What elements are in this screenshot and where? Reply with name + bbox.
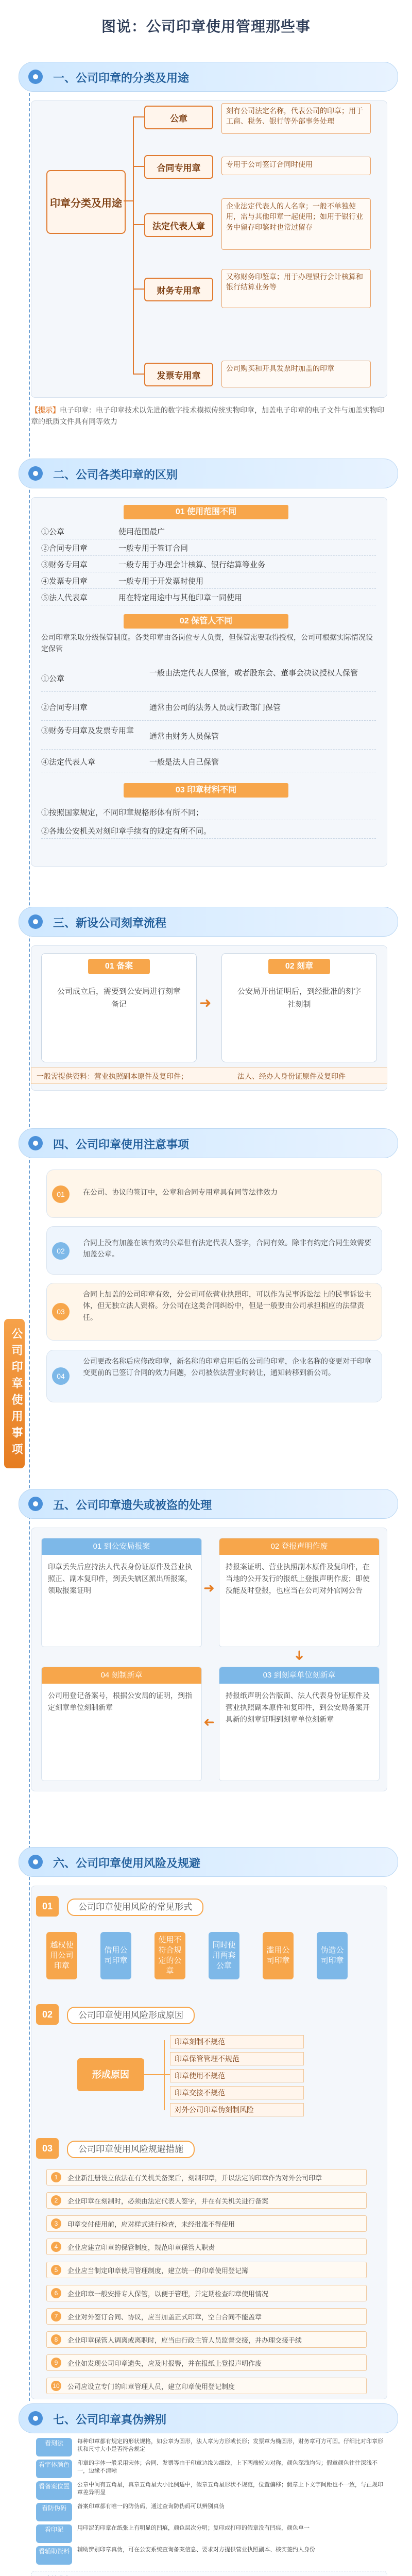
authenticity-text: 辅助辨别印章真伪，可在公安系统查询备案信息、要求对方提供营业执照副本、核实签约人身份: [77, 2547, 315, 2553]
authenticity-row: [36, 2545, 386, 2567]
measure-number: 10: [51, 2381, 61, 2391]
policy-basis-box: [31, 2571, 387, 2576]
seal-type-label: 合同专用章: [157, 163, 201, 173]
seal-type-desc: 又称财务印鉴章；用于办理银行会计核算和银行结算业务等: [221, 269, 371, 308]
tip-tag: 【提示】: [31, 406, 60, 414]
connector: [124, 200, 134, 201]
notice-text: 合同上没有加盖在该有效的公章但有法定代表人签字，合同有效。除非有约定合同生效需要加盖公章。: [83, 1239, 371, 1259]
table-row: [41, 804, 376, 820]
risk-subsection-1: [36, 1896, 381, 1917]
authenticity-text: 印章的字体一般采用宋体；合同、发票等由于印章边缘为细线，上下两端较为对称，颜色深浅均匀；假章颜色往往深浅不一，边缘不清晰: [77, 2460, 377, 2475]
measure-text: 印章交付使用前，应对样式进行检查，未经批准不得使用: [67, 2221, 235, 2228]
measure-number: 8: [51, 2334, 61, 2345]
measure-number: 1: [51, 2172, 61, 2182]
notice-number: 02: [52, 1242, 70, 1260]
section-header-3: [19, 907, 398, 937]
notice-number: 01: [52, 1185, 70, 1203]
section-title: 一、公司印章的分类及用途: [53, 72, 190, 84]
measure-text: 企业印章一般安排专人保管，以便于管理，并定期检查印章使用情况: [67, 2290, 269, 2298]
side-banner: 公司印章使用事项: [4, 1319, 25, 1468]
measure-number: 4: [51, 2242, 61, 2252]
seal-type-company: [144, 106, 213, 129]
notice-number: 03: [52, 1303, 70, 1320]
section-title: 四、公司印章使用注意事项: [53, 1138, 190, 1151]
measure-text: 企业对外签订合同、协议，应当加盖正式印章，空白合同不能盖章: [67, 2313, 262, 2321]
measure-item: [46, 2192, 367, 2209]
risk-type: 伪造公司印章: [317, 1932, 348, 1979]
notice-item: [46, 1350, 382, 1402]
authenticity-label: 看辅助资料: [36, 2546, 72, 2565]
cell: 一般专用于办理会计核算、银行结算等业务: [118, 561, 266, 569]
loss-step-1: [41, 1538, 202, 1647]
risk-type: 滥用公司印章: [263, 1932, 294, 1979]
connector: [133, 224, 144, 225]
authenticity-text: 备案印章都有唯一的防伪码，通过查询防伪码可以辨别真伪: [77, 2503, 225, 2510]
risk-subsection-2: [36, 2004, 381, 2025]
cell: ③财务专用章及发票专用章: [41, 726, 134, 735]
page-title: 图说：公司印章使用管理那些事: [101, 18, 311, 35]
authenticity-row: [36, 2480, 386, 2502]
table-row: [41, 539, 376, 556]
measure-item: [46, 2354, 367, 2371]
authenticity-row: [36, 2437, 386, 2459]
notice-text: 公司更改名称后应修改印章，新名称的印章启用后的公司的印章，企业名称的变更对于印章变更前的已签订合同的效力问题，公司被依法营业时转让，通知转移到新公司。: [83, 1357, 371, 1377]
cause-root: 形成原因: [77, 2058, 144, 2091]
authenticity-label: 看防伪码: [36, 2503, 72, 2521]
loss-step-title: 01 到公安局报案: [42, 1538, 201, 1555]
arrow-down-icon: ➜: [291, 1650, 307, 1661]
measure-number: 6: [51, 2288, 61, 2298]
measure-number: 7: [51, 2311, 61, 2321]
subsection-number: 02: [36, 2004, 59, 2025]
section-title: 五、公司印章遗失或被盗的处理: [53, 1499, 212, 1512]
tip-text: 电子印章：电子印章技术以先进的数字技术模拟传统实物印章，加盖电子印章的电子文件与加盖实物印章的纸质文件具有同等效力: [31, 406, 384, 426]
section-header-2: [19, 459, 398, 488]
table-row: [41, 556, 376, 572]
cause-item: 对外公司印章伪刻制风险: [170, 2103, 304, 2116]
cell: ③财务专用章: [41, 561, 88, 569]
section-title: 二、公司各类印章的区别: [53, 468, 178, 481]
measure-item: [46, 2262, 367, 2278]
seal-type-desc: 刻有公司法定名称，代表公司的印章；用于工商、税务、银行等外部事务处理: [221, 103, 371, 134]
classification-root: [46, 170, 126, 234]
section-header-5: [19, 1489, 398, 1519]
measure-text: 企业印章保管人调离或离职时，应当由行政主管人员监督交接，并办理交接手续: [67, 2336, 302, 2344]
seal-type-label: 公章: [170, 113, 187, 124]
loss-step-text: 公司用登记备案号，根据公安局的证明，到指定刻章单位刻制新章: [48, 1691, 192, 1712]
subsection-label: 公司印章使用风险规避措施: [67, 2141, 195, 2158]
notice-item: [46, 1283, 382, 1341]
arrow-left-icon: ➜: [203, 1715, 215, 1730]
section-title: 三、新设公司刻章流程: [53, 917, 167, 929]
process-card-filing: [41, 953, 197, 1062]
measure-text: 企业应当制定印章使用管理制度，建立统一的印章使用登记簿: [67, 2267, 249, 2275]
required-docs-left: 一般需提供资料：营业执照副本原件及复印件；: [37, 1072, 188, 1080]
measure-number: 9: [51, 2358, 61, 2368]
loss-step-text: 持报纸声明公告版面、法人代表身份证原件及营业执照副本原件和复印件，到公安局备案开具新的刻章证明到刻章单位刻新章: [226, 1691, 370, 1724]
cell: ④发票专用章: [41, 577, 88, 586]
authenticity-text: 每种印章都有规定的形状规格，如公章为圆形，法人章为方形或长形；发票章为椭圆形，财务章可方可圆。仔细比对印章形状和尺寸大小是否符合规定: [77, 2438, 383, 2453]
notice-item: [46, 1226, 382, 1275]
loss-step-title: 02 登报声明作废: [219, 1538, 379, 1555]
arrow-right-icon: ➜: [199, 994, 212, 1011]
cell: ②各地公安机关对刻印章手续有的规定有所不同。: [41, 827, 212, 836]
cell: ②合同专用章: [41, 703, 88, 712]
keeper-intro: 公司印章采取分级保管制度。各类印章由各岗位专人负责，但保管需要取得授权，公司可根据实际情况设定保管: [41, 633, 373, 653]
cell: ⑤法人代表章: [41, 594, 88, 602]
table-row: [41, 589, 376, 605]
connector: [133, 289, 144, 290]
measure-text: 公司应设立专门的印章管理人员，建立印章使用登记制度: [67, 2383, 235, 2391]
cell: 使用范围最广: [118, 528, 165, 536]
diff-head-keeper: 02 保管人不同: [124, 614, 288, 629]
risk-type: 使用不符合规定的公章: [154, 1932, 185, 1979]
section-dot-icon: [28, 2411, 43, 2426]
measure-text: 企业印章在刻制时，必须由法定代表人签字，并在有关机关进行备案: [67, 2197, 269, 2205]
seal-type-desc: 企业法定代表人的人名章；一般不单独使用，需与其他印章一起使用；如用于银行业务中留存印鉴时也常过留存: [221, 198, 371, 250]
risk-type: 借用公司印章: [100, 1932, 131, 1979]
cell: ①按照国家规定，不同印章规格形体有所不同；: [41, 808, 204, 817]
section-dot-icon: [28, 70, 43, 84]
subsection-label: 公司印章使用风险的常见形式: [67, 1899, 203, 1916]
measure-number: 2: [51, 2195, 61, 2206]
seal-type-label: 发票专用章: [157, 370, 201, 381]
table-row: [41, 523, 376, 539]
section-header-7: [19, 2403, 398, 2433]
seal-type-desc: 专用于公司签订合同时使用: [221, 157, 371, 175]
subsection-number: 03: [36, 2138, 59, 2159]
process-card-title: 02 刻章: [268, 959, 330, 974]
section-header-1: [19, 62, 398, 92]
loss-step-title: 03 到刻章单位刻新章: [219, 1667, 379, 1684]
measure-number: 5: [51, 2265, 61, 2275]
cell: 通常由公司的法务人员或行政部门保管: [149, 703, 281, 712]
seal-type-finance: [144, 278, 213, 301]
cell: 一般专用于签订合同: [118, 544, 188, 553]
measure-text: 企业如发现公司印章遗失，应及时报警，并在报纸上登报声明作废: [67, 2360, 262, 2367]
risk-subsection-3: [36, 2138, 381, 2159]
measure-item: [46, 2378, 367, 2394]
cause-item: 印章使用不规范: [170, 2069, 304, 2082]
arrow-right-icon: ➜: [203, 1581, 215, 1596]
diff-head-material: 03 印章材料不同: [124, 783, 288, 798]
section-header-4: [19, 1128, 398, 1158]
cell: ①公章: [41, 528, 65, 536]
measure-item: [46, 2169, 367, 2185]
authenticity-row: [36, 2523, 386, 2545]
required-docs-right: 法人、经办人身份证原件及复印件: [237, 1072, 346, 1080]
authenticity-label: 看字体颜色: [36, 2460, 72, 2478]
cause-item: 印章刻制不规范: [170, 2035, 304, 2048]
loss-step-2: [219, 1538, 380, 1647]
table-row: [41, 722, 376, 750]
cell: 通常由财务人员保管: [149, 732, 219, 741]
measure-item: [46, 2331, 367, 2348]
notice-item: [46, 1170, 382, 1218]
section-title: 七、公司印章真伪辨别: [53, 2413, 167, 2426]
table-row: [41, 693, 376, 721]
measure-number: 3: [51, 2218, 61, 2229]
tip-note: [31, 404, 386, 448]
loss-step-text: 持报案证明、营业执照副本原件及复印件，在当地的公开发行的报纸上登报声明作废；即使没能及时登报，也应当在公司对外官网公告: [226, 1563, 370, 1595]
notice-text: 在公司、协议的签订中，公章和合同专用章具有同等法律效力: [83, 1188, 278, 1196]
notice-number: 04: [52, 1367, 70, 1385]
section-title: 六、公司印章使用风险及规避: [53, 1857, 201, 1870]
measure-item: [46, 2308, 367, 2325]
cell: 一般专用于开发票时使用: [118, 577, 204, 586]
section-dot-icon: [28, 1855, 43, 1869]
connector: [133, 374, 144, 375]
measure-item: [46, 2239, 367, 2255]
section-dot-icon: [28, 1136, 43, 1150]
subsection-label: 公司印章使用风险形成原因: [67, 2007, 195, 2024]
connector: [133, 166, 144, 167]
subsection-number: 01: [36, 1896, 59, 1917]
seal-type-desc: 公司购买和开具发票时加盖的印章: [221, 361, 371, 387]
section-dot-icon: [28, 1497, 43, 1511]
cell: ①公章: [41, 674, 65, 683]
loss-step-text: 印章丢失后应持法人代表身份证原件及营业执照正、副本复印件，到丢失辖区派出所报案，领取报案证明: [48, 1563, 192, 1595]
seal-type-label: 法定代表人章: [152, 221, 205, 231]
seal-type-invoice: [144, 363, 213, 386]
authenticity-label: 看刻法: [36, 2438, 72, 2456]
seal-type-contract: [144, 155, 213, 179]
loss-step-title: 04 刻制新章: [42, 1667, 201, 1684]
authenticity-row: [36, 2502, 386, 2523]
cell: 一般由法定代表人保管，或者股东会、董事会决议授权人保管: [149, 669, 358, 677]
connector: [133, 116, 144, 117]
cell: 用在特定用途中与其他印章一同使用: [118, 594, 243, 602]
classification-root-label: 印章分类及用途: [50, 197, 122, 209]
connector: [144, 2074, 170, 2075]
required-docs-note: [31, 1067, 387, 1084]
section-dot-icon: [28, 466, 43, 481]
table-row: [41, 751, 376, 772]
cause-item: 印章保管管理不规范: [170, 2052, 304, 2065]
measure-item: [46, 2215, 367, 2232]
table-row: [41, 572, 376, 589]
seal-type-label: 财务专用章: [157, 285, 201, 296]
connector: [133, 116, 134, 374]
risk-type: 越权使用公司印章: [46, 1932, 77, 1979]
measure-item: [46, 2285, 367, 2301]
process-card-title: 01 备案: [88, 959, 150, 974]
cell: ④法定代表人章: [41, 758, 96, 767]
process-card-text: 公司成立后，需要到公安局进行刻章备记: [57, 987, 181, 1009]
connector: [164, 2040, 165, 2110]
seal-type-legal-rep: [144, 213, 213, 237]
notice-text: 合同上加盖的公司印章有效，分公司可依营业执照印，可以作为民事诉讼法上的民事诉讼主体，但无独立法人资格。分公司在这类合同纠纷中，但是一般要由公司承担相应的法律责任。: [83, 1290, 371, 1321]
timeline-spine: [29, 72, 30, 2401]
loss-step-3: [219, 1667, 380, 1781]
authenticity-row: [36, 2459, 386, 2480]
section-dot-icon: [28, 914, 43, 929]
measure-text: 企业新注册设立依法在有关机关备案后，刻制印章，并以法定的印章作为对外公司印章: [67, 2174, 322, 2182]
authenticity-label: 看备案位置: [36, 2481, 72, 2500]
risk-type: 同时使用两套公章: [209, 1932, 239, 1979]
process-card-text: 公安局开出证明后，到经批准的刻字社刻制: [237, 987, 362, 1009]
diff-head-scope: 01 使用范围不同: [124, 505, 288, 519]
table-row: [41, 822, 376, 839]
table-row: [41, 665, 376, 692]
authenticity-text: 公章中间有五角星，真章五角星大小比例适中，假章五角星形状不规范，位置偏移；假章上下文字间距也不一致，与正规印章差异明显: [77, 2482, 383, 2496]
authenticity-label: 看印泥: [36, 2524, 72, 2543]
cell: ②合同专用章: [41, 544, 88, 553]
cell: 一般是法人自己保管: [149, 758, 219, 767]
measure-text: 企业应建立印章的保管制度，规范印章保管人职责: [67, 2244, 215, 2251]
process-card-carving: [221, 953, 377, 1062]
loss-step-4: [41, 1667, 202, 1781]
cause-item: 印章交接不规范: [170, 2086, 304, 2099]
section-header-6: [19, 1847, 398, 1877]
authenticity-text: 用印泥的印章在纸张上有明显的凹痕，颜色层次分明；复印或打印的假章没有凹痕，颜色单一: [77, 2525, 310, 2531]
